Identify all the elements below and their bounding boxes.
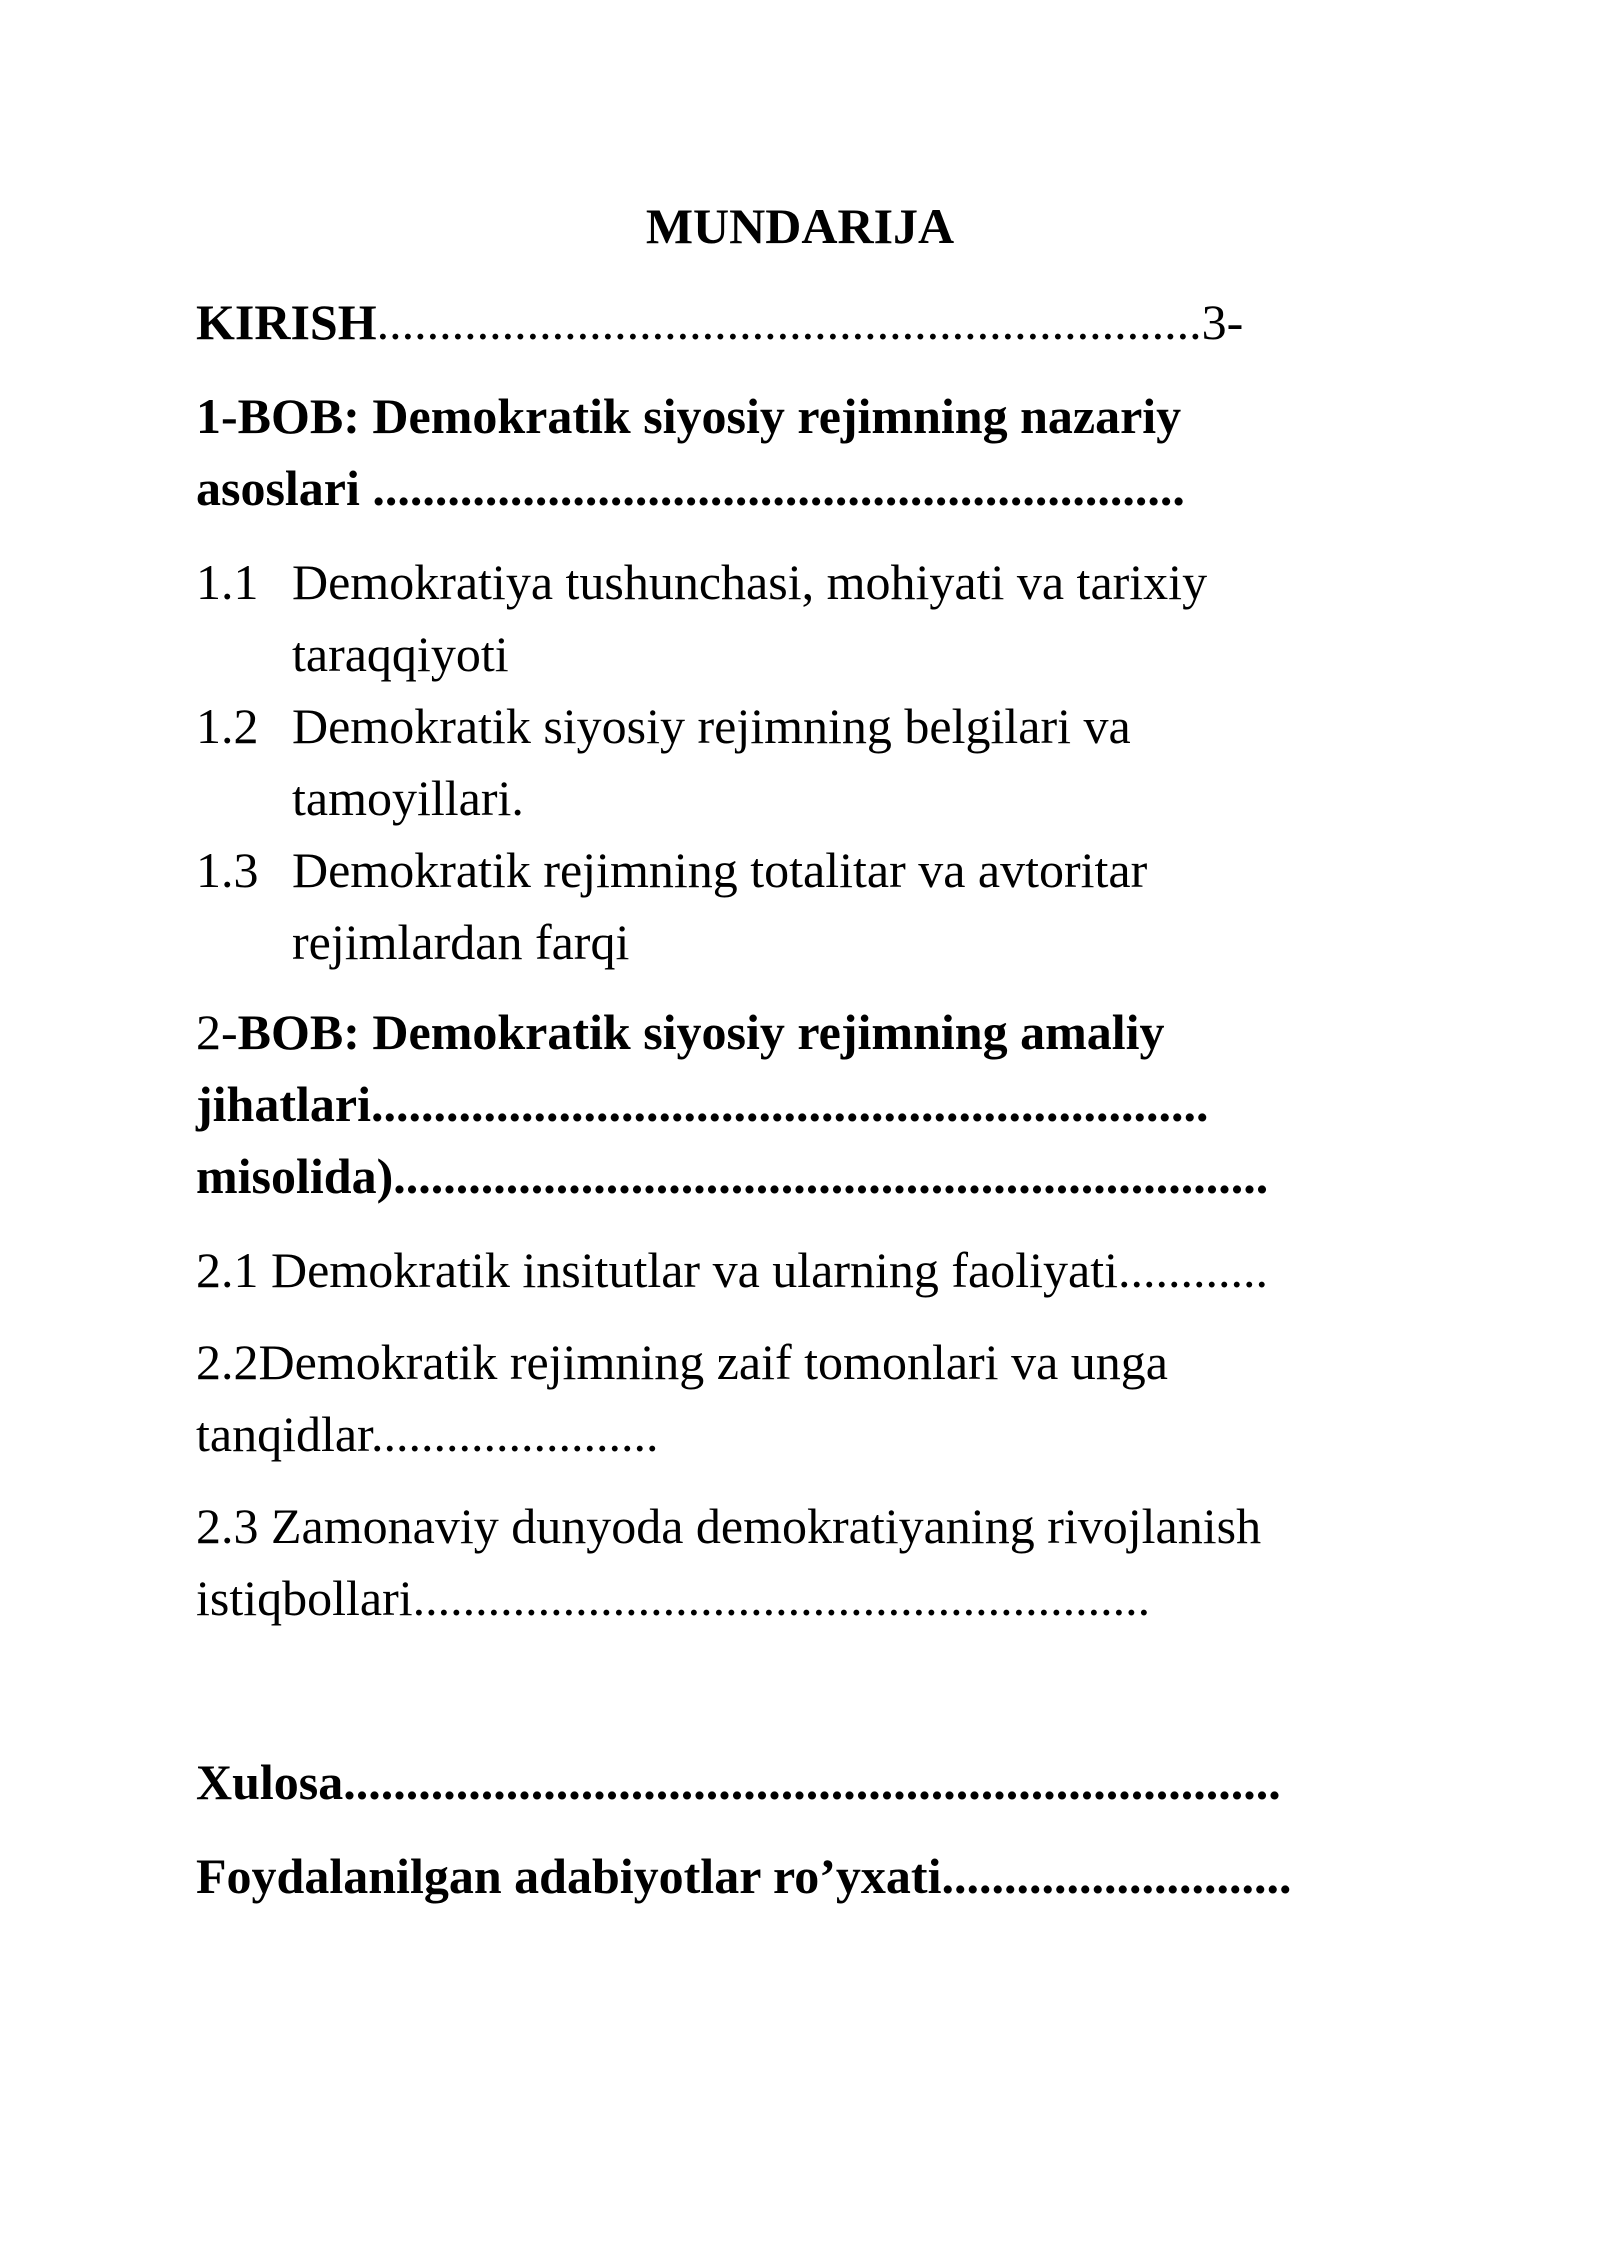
toc-entry-kirish-dots: .................................................................. bbox=[376, 294, 1202, 350]
toc-entry-bob1-line2: asoslari ................................................................. bbox=[196, 460, 1185, 516]
toc-entry-kirish bbox=[196, 286, 1243, 358]
toc-entry-1-3-title: Demokratik rejimning totalitar va avtoritar bbox=[292, 842, 1148, 898]
toc-entry-2-3: 2.3 Zamonaviy dunyoda demokratiyaning rivojlanish bbox=[196, 1498, 1262, 1554]
toc-entry-1-1-cont: taraqqiyoti bbox=[292, 626, 509, 682]
page-title: MUNDARIJA bbox=[645, 198, 955, 254]
toc-entry-1-3-number: 1.3 bbox=[196, 842, 259, 898]
toc-entry-1-3-cont: rejimlardan farqi bbox=[292, 914, 630, 970]
toc-entry-bob1-prefix: 1-BOB: bbox=[196, 388, 373, 444]
toc-entry-1-1 bbox=[196, 546, 1207, 618]
toc-entry-2-2: 2.2Demokratik rejimning zaif tomonlari va unga bbox=[196, 1334, 1168, 1390]
toc-entry-bob1-line1 bbox=[196, 380, 1181, 452]
toc-entry-1-1-number: 1.1 bbox=[196, 554, 259, 610]
toc-entry-1-2-title: Demokratik siyosiy rejimning belgilari va bbox=[292, 698, 1131, 754]
toc-entry-adabiyotlar: Foydalanilgan adabiyotlar ro’yxati............................ bbox=[196, 1848, 1292, 1904]
toc-entry-bob2-prefix: 2- bbox=[196, 1004, 238, 1060]
toc-entry-1-1-title: Demokratiya tushunchasi, mohiyati va tarixiy bbox=[292, 554, 1208, 610]
toc-entry-kirish-page: 3- bbox=[1201, 294, 1244, 350]
toc-entry-2-3-cont: istiqbollari........................................................... bbox=[196, 1570, 1151, 1626]
toc-entry-2-2-cont: tanqidlar....................... bbox=[196, 1406, 659, 1462]
toc-entry-bob2-line1 bbox=[196, 996, 1165, 1068]
toc-entry-1-3 bbox=[196, 834, 1147, 906]
toc-entry-bob2-line2: jihatlari................................................................... bbox=[196, 1076, 1209, 1132]
toc-entry-1-2-cont: tamoyillari. bbox=[292, 770, 524, 826]
toc-entry-bob2-line3: misolida)...................................................................... bbox=[196, 1148, 1269, 1204]
toc-entry-xulosa: Xulosa........................................................................... bbox=[196, 1754, 1281, 1810]
toc-entry-bob1-title: Demokratik siyosiy rejimning nazariy bbox=[372, 388, 1182, 444]
toc-entry-1-2-number: 1.2 bbox=[196, 698, 259, 754]
toc-entry-1-2 bbox=[196, 690, 1131, 762]
toc-entry-2-1: 2.1 Demokratik insitutlar va ularning faoliyati............ bbox=[196, 1242, 1268, 1298]
toc-entry-bob2-title: BOB: Demokratik siyosiy rejimning amaliy bbox=[237, 1004, 1165, 1060]
toc-entry-kirish-label: KIRISH bbox=[196, 294, 377, 350]
